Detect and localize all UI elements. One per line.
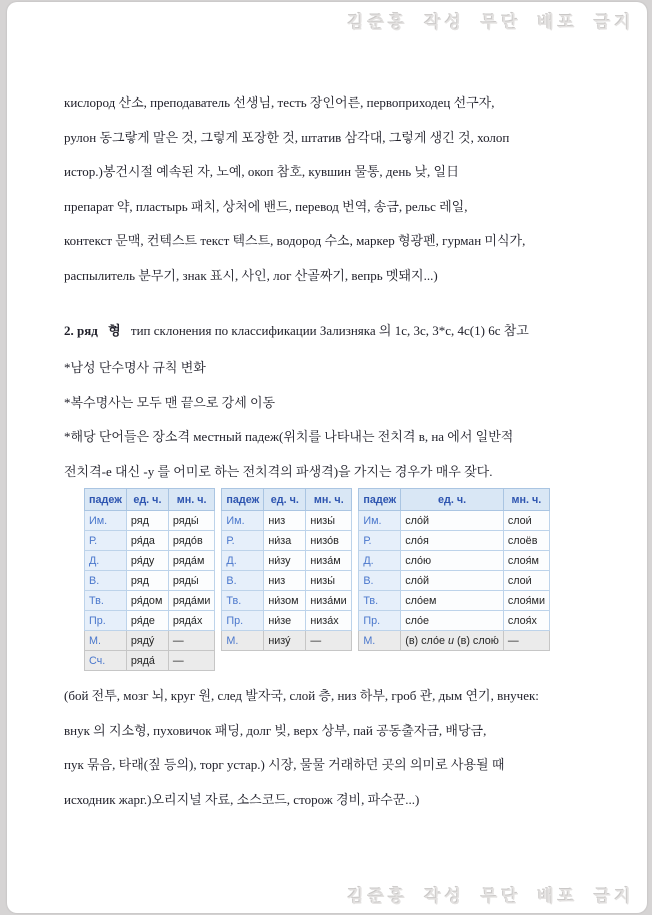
column-header: падеж (222, 489, 264, 511)
singular-cell: ря́де (126, 611, 168, 631)
table-row (85, 591, 215, 611)
plural-cell: — (503, 631, 549, 651)
plural-cell: — (168, 631, 215, 651)
column-header: ед. ч. (126, 489, 168, 511)
table-row (222, 611, 352, 631)
case-label: Им. (222, 511, 264, 531)
table-row (85, 511, 215, 531)
plural-cell: ряда́х (168, 611, 215, 631)
section-number-word: 2. ряд (64, 323, 98, 338)
singular-cell (401, 631, 504, 651)
vocab2-line-3: пук 묶음, 타래(짚 등의), торг устар.) 시장, 물물 거래하던 곳의 의미로 사용될 때 (64, 757, 505, 773)
case-label: В. (85, 571, 127, 591)
vocab2-line-1: (бой 전투, мозг 뇌, круг 원, след 발자국, слой 층, низ 하부, гроб 관, дым 연기, внучек: (64, 688, 539, 703)
vocab1-line-1: кислород 산소, преподаватель 선생님, тесть 장인어른, первоприходец 선구자, (64, 95, 495, 110)
table-row (85, 571, 215, 591)
paragraph-vocab-2 (64, 679, 539, 817)
vocab1-line-6: распылитель 분무기, знак 표시, 사인, лог 산골짜기, вепрь 멧돼지...) (64, 267, 438, 283)
case-label: Д. (359, 551, 401, 571)
case-label: М. (85, 631, 127, 651)
watermark-top: 김준홍 작성 무단 배포 금지 (347, 13, 635, 32)
case-label: Р. (85, 531, 127, 551)
singular-cell: ря́дом (126, 591, 168, 611)
table-row (222, 531, 352, 551)
plural-cell: — (168, 651, 215, 671)
case-label: Пр. (222, 611, 264, 631)
case-label: Пр. (85, 611, 127, 631)
vocab2-line-2: внук 의 지소형, пуховичок 패딩, долг 빚, верх 상부, пай 공동출자금, 배당금, (64, 722, 487, 738)
table-row (85, 651, 215, 671)
table-row (222, 631, 352, 651)
conjunction-italic: и (447, 634, 454, 647)
singular-cell: низ (264, 511, 306, 531)
plural-cell: слоя́м (503, 551, 549, 571)
document-page (7, 2, 647, 913)
plural-cell: слоёв (503, 531, 549, 551)
singular-cell: низу́ (264, 631, 306, 651)
case-label: Р. (359, 531, 401, 551)
case-label: Им. (359, 511, 401, 531)
vocab1-line-3: истор.)봉건시절 예속된 자, 노예, окоп 참호, кувшин 물통, день 낮, 일日 (64, 164, 460, 180)
case-label: Д. (222, 551, 264, 571)
vocab2-line-4: исходник жарг.)오리지널 자료, 소스코드, сторож 경비, 파수꾼...) (64, 791, 420, 807)
singular-cell: ря́да (126, 531, 168, 551)
singular-cell: ни́зу (264, 551, 306, 571)
table-row (359, 591, 550, 611)
case-form-text: (в) слою́ (454, 634, 499, 647)
case-label: В. (222, 571, 264, 591)
plural-cell: рядо́в (168, 531, 215, 551)
plural-cell: слои́ (503, 511, 549, 531)
header-row (359, 489, 550, 511)
plural-cell: ряды́ (168, 511, 215, 531)
singular-cell: ряд (126, 511, 168, 531)
case-label: Сч. (85, 651, 127, 671)
note-line-2: *복수명사는 모두 맨 끝으로 강세 이동 (64, 394, 276, 410)
column-header: ед. ч. (264, 489, 306, 511)
plural-cell: ряда́м (168, 551, 215, 571)
section-heading (64, 313, 529, 348)
singular-cell: ряда́ (126, 651, 168, 671)
vocab1-line-2: рулон 동그랗게 말은 것, 그렇게 포장한 것, штатив 삼각대, 그렇게 생긴 것, холоп (64, 129, 510, 145)
singular-cell: сло́е (401, 611, 504, 631)
table-row (359, 551, 550, 571)
note-line-3: *해당 단어들은 장소격 местный падеж(위치를 나타내는 전치격 в, на 에서 일반적 (64, 429, 514, 445)
case-label: Р. (222, 531, 264, 551)
singular-cell: ни́за (264, 531, 306, 551)
singular-cell: сло́й (401, 571, 504, 591)
plural-cell: низы́ (306, 511, 352, 531)
plural-cell: низо́в (306, 531, 352, 551)
case-label: Тв. (222, 591, 264, 611)
case-label: Пр. (359, 611, 401, 631)
case-label: М. (359, 631, 401, 651)
paragraph-vocab-1 (64, 86, 525, 294)
singular-cell: ни́зом (264, 591, 306, 611)
table-row (222, 511, 352, 531)
case-label: Им. (85, 511, 127, 531)
case-form-text: (в) сло́е (405, 634, 448, 647)
plural-cell: ряды́ (168, 571, 215, 591)
case-label: М. (222, 631, 264, 651)
singular-cell: сло́я (401, 531, 504, 551)
singular-cell: ря́ду (126, 551, 168, 571)
plural-cell: слоя́ми (503, 591, 549, 611)
column-header: мн. ч. (306, 489, 352, 511)
singular-cell: ни́зе (264, 611, 306, 631)
plural-cell: низа́ми (306, 591, 352, 611)
vocab1-line-5: контекст 문맥, 컨텍스트 текст 텍스트, водород 수소, маркер 형광펜, гурман 미식가, (64, 233, 526, 249)
column-header: ед. ч. (401, 489, 504, 511)
singular-cell: ряд (126, 571, 168, 591)
declension-table-слой (358, 488, 550, 651)
singular-cell: сло́й (401, 511, 504, 531)
section-type-label: 형 (108, 323, 121, 338)
declension-table-низ (221, 488, 352, 651)
case-label: В. (359, 571, 401, 591)
note-line-1: *남성 단수명사 규칙 변화 (64, 360, 206, 375)
case-label: Тв. (359, 591, 401, 611)
table-row (359, 611, 550, 631)
singular-cell: сло́ем (401, 591, 504, 611)
table-row (359, 531, 550, 551)
note-line-4: 전치격-е 대신 -у 를 어미로 하는 전치격의 파생격)을 가지는 경우가 매우 잦다. (64, 463, 493, 479)
case-label: Тв. (85, 591, 127, 611)
singular-cell: сло́ю (401, 551, 504, 571)
table-row (359, 511, 550, 531)
declension-tables (84, 488, 550, 671)
case-label: Д. (85, 551, 127, 571)
header-row (85, 489, 215, 511)
table-row (222, 571, 352, 591)
plural-cell: низа́м (306, 551, 352, 571)
vocab1-line-4: препарат 약, пластырь 패치, 상처에 밴드, перевод 번역, 송금, рельс 레일, (64, 198, 468, 214)
plural-cell: низа́х (306, 611, 352, 631)
table-row (85, 531, 215, 551)
declension-table-ряд (84, 488, 215, 671)
plural-cell: — (306, 631, 352, 651)
header-row (222, 489, 352, 511)
table-row (359, 631, 550, 651)
column-header: падеж (359, 489, 401, 511)
singular-cell: ряду́ (126, 631, 168, 651)
table-row (85, 551, 215, 571)
table-row (85, 631, 215, 651)
plural-cell: слои́ (503, 571, 549, 591)
plural-cell: низы́ (306, 571, 352, 591)
singular-cell: низ (264, 571, 306, 591)
bullet-notes (64, 351, 513, 489)
table-row (222, 591, 352, 611)
table-row (359, 571, 550, 591)
table-row (85, 611, 215, 631)
plural-cell: слоя́х (503, 611, 549, 631)
column-header: мн. ч. (168, 489, 215, 511)
section-heading-rest: тип склонения по классификации Зализняка 의 1c, 3c, 3*c, 4c(1) 6c 참고 (130, 323, 529, 338)
table-row (222, 551, 352, 571)
column-header: падеж (85, 489, 127, 511)
plural-cell: ряда́ми (168, 591, 215, 611)
watermark-bottom: 김준홍 작성 무단 배포 금지 (347, 887, 635, 906)
column-header: мн. ч. (503, 489, 549, 511)
